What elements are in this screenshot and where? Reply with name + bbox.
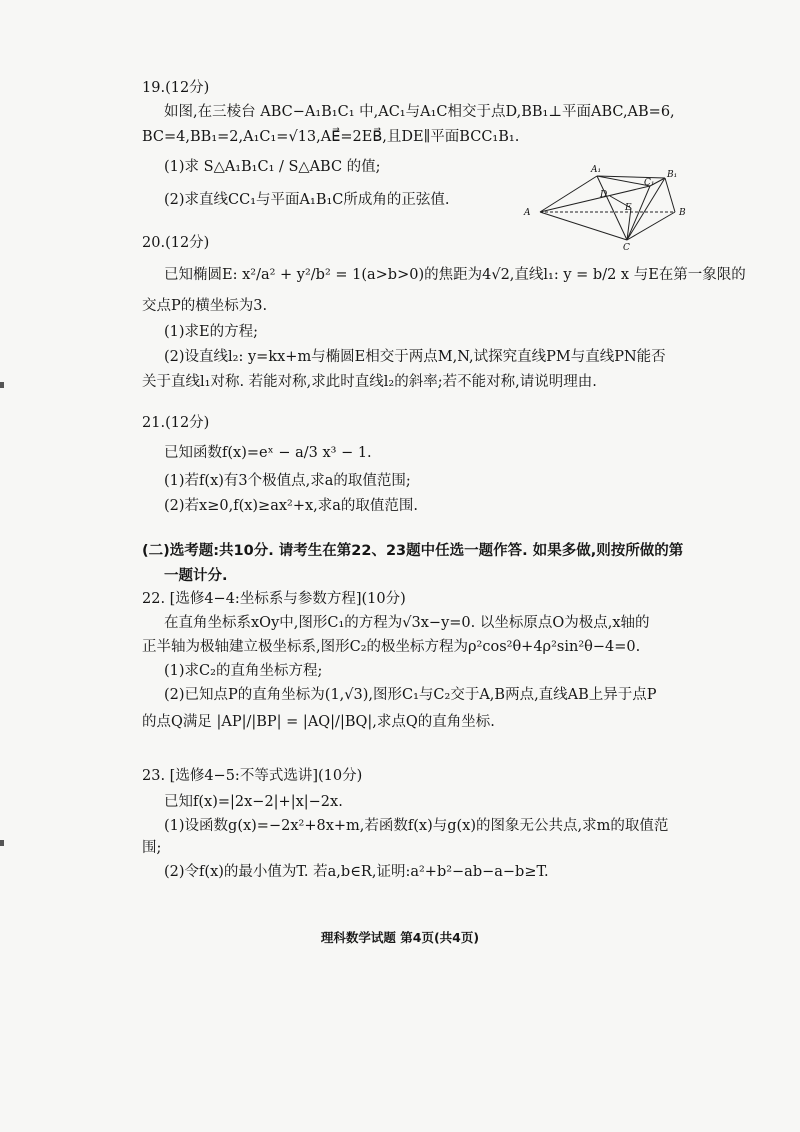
problem-line: 围; <box>142 840 162 856</box>
problem-line: (1)求 S△A₁B₁C₁ / S△ABC 的值; <box>164 159 381 175</box>
problem-line: (2)设直线l₂: y=kx+m与椭圆E相交于两点M,N,试探究直线PM与直线PN能否 <box>164 349 666 365</box>
problem-19-header <box>142 78 209 98</box>
prism-figure <box>515 160 695 250</box>
problem-21-header <box>142 413 209 433</box>
problem-line: 在直角坐标系xOy中,图形C₁的方程为√3x−y=0. 以坐标原点O为极点,x轴的 <box>164 615 650 631</box>
problem-number: 20. <box>142 235 166 251</box>
edge-B1B <box>665 178 675 212</box>
problem-line: 已知椭圆E: x²/a² + y²/b² = 1(a>b>0)的焦距为4√2,直线l₁: y = b/2 x 与E在第一象限的 <box>164 267 746 283</box>
problem-heading: [选修4−5:不等式选讲](10分) <box>169 768 363 784</box>
problem-line: 的点Q满足 |AP|/|BP| = |AQ|/|BQ|,求点Q的直角坐标. <box>142 714 495 730</box>
label-C: C <box>623 243 630 250</box>
problem-line: 关于直线l₁对称. 若能对称,求此时直线l₂的斜率;若不能对称,请说明理由. <box>142 374 597 390</box>
section-line-1: (二)选考题:共10分. 请考生在第22、23题中任选一题作答. 如果多做,则按所做的第 <box>142 543 684 559</box>
problem-23-header <box>142 766 362 786</box>
problem-line: (1)求E的方程; <box>164 324 259 340</box>
edge-AC <box>540 212 627 240</box>
problem-line: (1)若f(x)有3个极值点,求a的取值范围; <box>164 473 411 489</box>
problem-line: 正半轴为极轴建立极坐标系,图形C₂的极坐标方程为ρ²cos²θ+4ρ²sin²θ−4=0. <box>142 639 641 655</box>
problem-line: (2)求直线CC₁与平面A₁B₁C所成角的正弦值. <box>164 192 450 208</box>
problem-number: 22. <box>142 591 166 607</box>
label-E: E <box>625 203 632 213</box>
edge-CB <box>627 212 675 240</box>
problem-line: 交点P的横坐标为3. <box>142 298 268 314</box>
problem-number: 19. <box>142 80 166 96</box>
problem-line: 如图,在三棱台 ABC−A₁B₁C₁ 中,AC₁与A₁C相交于点D,BB₁⊥平面ABC,AB=6, <box>164 104 675 120</box>
problem-line: (2)若x≥0,f(x)≥ax²+x,求a的取值范围. <box>164 498 419 514</box>
label-C1: C₁ <box>644 178 655 188</box>
problem-number: 21. <box>142 415 166 431</box>
label-A1: A₁ <box>591 165 602 175</box>
problem-line: (2)令f(x)的最小值为T. 若a,b∈R,证明:a²+b²−ab−a−b≥T. <box>164 864 549 880</box>
problem-line: 已知f(x)=|2x−2|+|x|−2x. <box>164 794 343 810</box>
label-D: D <box>600 190 608 200</box>
problem-22-header <box>142 589 406 609</box>
edge-AA1 <box>540 176 597 212</box>
edge-A1C <box>597 176 627 240</box>
problem-score: (12分) <box>165 80 210 96</box>
edge-AC1 <box>540 186 650 212</box>
section-line-2: 一题计分. <box>164 568 228 584</box>
problem-line: 已知函数f(x)=eˣ − a/3 x³ − 1. <box>164 445 372 461</box>
problem-20-header <box>142 233 209 253</box>
problem-line: (1)设函数g(x)=−2x²+8x+m,若函数f(x)与g(x)的图象无公共点,求m的取值范 <box>164 818 669 834</box>
problem-line: (2)已知点P的直角坐标为(1,√3),图形C₁与C₂交于A,B两点,直线AB上异于点P <box>164 687 657 703</box>
problem-heading: [选修4−4:坐标系与参数方程](10分) <box>169 591 406 607</box>
problem-line: (1)求C₂的直角坐标方程; <box>164 663 323 679</box>
problem-number: 23. <box>142 768 166 784</box>
problem-score: (12分) <box>165 415 210 431</box>
page-footer: 理科数学试题 第4页(共4页) <box>320 930 480 945</box>
scan-edge-mark <box>0 382 4 388</box>
label-B1: B₁ <box>667 170 678 180</box>
problem-score: (12分) <box>165 235 210 251</box>
label-A: A <box>524 208 531 218</box>
problem-line: BC=4,BB₁=2,A₁C₁=√13,AE⃗=2EB⃗,且DE∥平面BCC₁B₁. <box>142 129 520 145</box>
scan-edge-mark <box>0 840 4 846</box>
label-B: B <box>679 208 686 218</box>
